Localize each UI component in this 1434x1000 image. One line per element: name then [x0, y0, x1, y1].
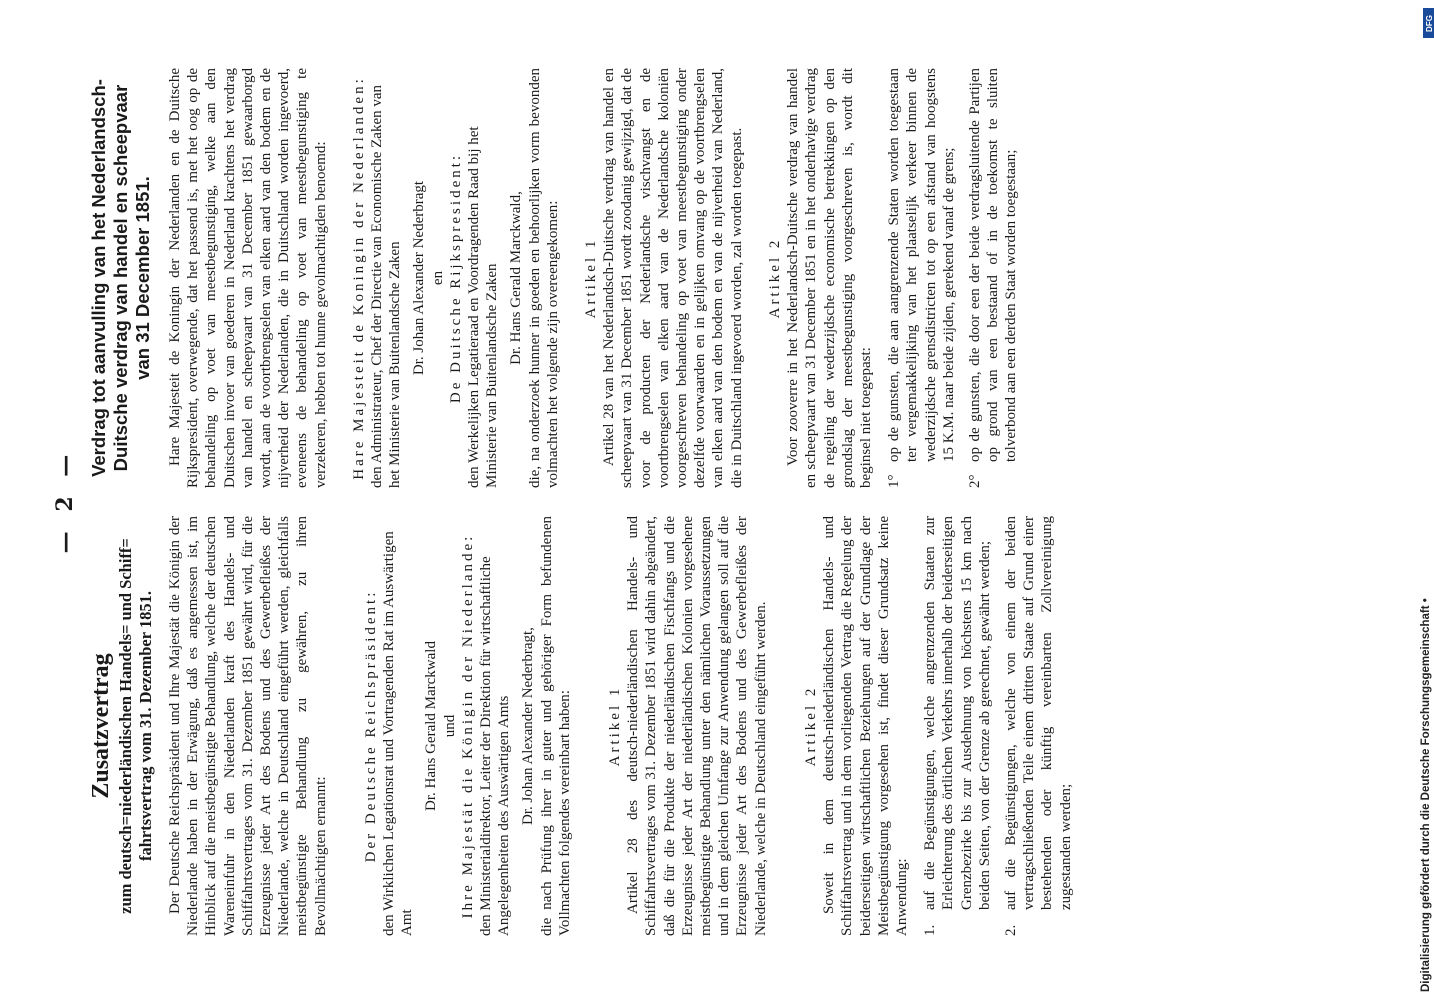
dutch-party2-role: den Werkelijken Legatieraad en Voordragenden Raad bij het Ministerie van Buitenlandsche Zaken [466, 126, 501, 488]
german-und: und [441, 714, 458, 738]
german-party2-name: Dr. Johan Alexander Nederbragt, [520, 627, 537, 825]
german-art2-text: Soweit in dem deutsch-niederländischen Handels- und Schiffahrtsvertrag und in dem vorliegenden Vertrag die Regelung der beiderseitigen wirtschaftlichen Beziehungen auf der Grundlage der Meistbegünstigung vorgesehen ist, findet dieser Grundsatz keine Anwendung: [821, 516, 910, 936]
dfg-logo-text: DFG [1424, 14, 1434, 32]
dutch-party1-title: Hare Majesteit de Koningin der Nederlanden: [350, 76, 367, 480]
dutch-party1-role: den Administrateur, Chef der Directie van Economische Zaken van het Ministerie van Buitenlandsche Zaken [369, 84, 404, 488]
german-party2-role: den Ministerialdirektor, Leiter der Direktion für wirtschaftliche Angelegenheiten des Auswärtigen Amts [478, 556, 513, 936]
dutch-party2-title: De Duitsche Rijkspresident: [447, 152, 464, 404]
german-title: Zusatzvertrag [88, 653, 114, 799]
dutch-art1-heading: Artikel 1 [583, 237, 600, 319]
dutch-preamble: Hare Majesteit de Koningin der Nederlanden en de Duitsche Rijkspresident, overwegende, dat het passend is, met het oog op de behandeling op voet van meestbegunstiging, welke aan den Duitschen invoer van goederen in Nederland krachtens het verdrag van handel en scheepvaart van 31 December 1851 gewaarborgd wordt, aan de voortbrengselen van elken aard van den bodem en de nijverheid der Nederlanden, die in Duitschland worden ingevoerd, eveneens de behandeling op voet van meestbegunstiging te verzekeren, hebben tot hunne gevolmachtigden benoemd: [167, 68, 329, 488]
dutch-item-2 [966, 68, 1021, 488]
dutch-item-1 [885, 68, 958, 488]
dutch-column [88, 68, 1348, 488]
german-party1-name: Dr. Hans Gerald Marckwald [423, 641, 440, 811]
german-art2-heading: Artikel 2 [802, 685, 819, 767]
dutch-party1-name: Dr. Johan Alexander Nederbragt [411, 180, 428, 376]
german-item-2-text: auf die Begünstigungen, welche von einem der beiden vertragschließenden Teile einem dritten Staate auf Grund einer bestehenden oder künftig vereinbarten Zollvereinigung zugestanden werden; [1002, 516, 1074, 910]
german-item-2 [1002, 516, 1075, 936]
german-column [88, 516, 1348, 936]
german-art1-heading: Artikel 1 [607, 685, 624, 767]
dutch-item-2-text: op de gunsten, die door een der beide verdragsluitende Partijen op grond van een bestaand of in de toekomst te sluiten tolverbond aan een derden Staat worden toegestaan; [966, 68, 1020, 462]
dutch-en: en [429, 270, 446, 286]
dutch-item-1-text: op de gunsten, die aan aangrenzende Staten worden toegestaan ter vergemakkelijking van het plaatselijk verkeer binnen de wederzijdsche grensdistricten tot op een afstand van hoogstens 15 K.M. naar beide zijden, gerekend vanaf de grens; [886, 68, 957, 462]
german-closing: die nach Prüfung ihrer in guter und gehöriger Form befundenen Vollmachten folgendes vereinbart haben: [538, 516, 573, 936]
digitization-credit: Digitalisierung gefördert durch die Deutsche Forschungsgemeinschaft • [1420, 598, 1432, 992]
german-item-1-num: 1. [922, 924, 939, 936]
german-party1-title: Der Deutsche Reichspräsident: [362, 589, 379, 863]
german-party1-role: den Wirklichen Legationsrat und Vortragenden Rat im Auswärtigen Amt [381, 531, 416, 936]
german-subtitle: zum deutsch=niederländischen Handels= und Schiff= fahrtsvertrag vom 31. Dezember 1851. [116, 538, 155, 914]
dutch-item-1-num: 1° [886, 474, 903, 488]
dutch-party2-name: Dr. Hans Gerald Marckwald, [508, 191, 525, 365]
german-item-2-num: 2. [1002, 924, 1019, 936]
page-number: — 2 — [52, 448, 78, 554]
german-party2-title: Ihre Majestät die Königin der Niederlande: [459, 533, 476, 919]
rotated-document [50, 36, 1380, 966]
dutch-art2-heading: Artikel 2 [766, 237, 783, 319]
dutch-art2-text: Voor zooverre in het Nederlandsch-Duitsche verdrag van handel en scheepvaart van 31 December 1851 en in het onderhavige verdrag de regeling der wederzijdsche economische betrekkingen op den grondslag der meestbegunstiging voorgeschreven is, wordt dit beginsel niet toegepast: [785, 68, 874, 488]
dutch-art1-text: Artikel 28 van het Nederlandsch-Duitsche verdrag van handel en scheepvaart van 31 December 1851 wordt zoodanig gewijzigd, dat de voor de producten der Nederlandsche vischvangst en de voortbrengselen van elken aard van de Nederlandsche koloniën voorgeschreven behandeling op voet van meestbegunstiging onder dezelfde voorwaarden en in gelijken omvang op de voortbrengselen van elken aard van den bodem en van de nijverheid van Nederland, die in Duitschland ingevoerd worden, zal worden toegepast. [601, 68, 745, 488]
german-art1-text: Artikel 28 des deutsch-niederländischen Handels- und Schiffahrtsvertrages vom 31. Dezember 1851 wird dahin abgeändert, daß die für die Produkte der niederländischen Fischfangs und die Erzeugnisse jeder Art der niederländischen Kolonien vorgesehene meistbegünstigte Behandlung unter den nämlichen Voraussetzungen und in dem gleichen Umfange zur Anwendung gelangen soll auf die Erzeugnisse jeder Art des Bodens und des Gewerbefleißes der Niederlande, welche in Deutschland eingeführt werden. [625, 516, 769, 936]
dutch-title: Verdrag tot aanvulling van het Nederlandsch-Duitsche verdrag van handel en scheepvaar van 31 December 1851. [88, 79, 153, 477]
german-preamble: Der Deutsche Reichspräsident und Ihre Majestät die Königin der Niederlande haben in der Erwägung, daß es angemessen ist, im Hinblick auf die meistbegünstigte Behandlung, welche der deutschen Wareneinfuhr in den Niederlanden kraft des Handels- und Schiffahrtsvertrages vom 31. Dezember 1851 gewährt wird, für die Erzeugnisse jeder Art des Bodens und des Gewerbefleißes der Niederlande, welche in Deutschland eingeführt werden, gleichfalls meistbegünstigte Behandlung zu gewähren, zu ihren Bevollmächtigten ernannt: [167, 516, 329, 936]
dutch-item-2-num: 2° [966, 474, 983, 488]
dutch-closing: die, na onderzoek hunner in goeden en behoorlijken vorm bevonden volmachten het volgende zijn overeengekomen: [526, 68, 561, 488]
german-item-1 [921, 516, 994, 936]
dfg-logo [1423, 8, 1434, 38]
german-item-1-text: auf die Begünstigungen, welche angrenzenden Staaten zur Erleichterung des örtlichen Verkehrs innerhalb der beiderseitigen Grenzbezirke bis zur Ausdehnung von höchstens 15 km nach beiden Seiten, von der Grenze ab gerechnet, gewährt werden; [922, 516, 993, 910]
